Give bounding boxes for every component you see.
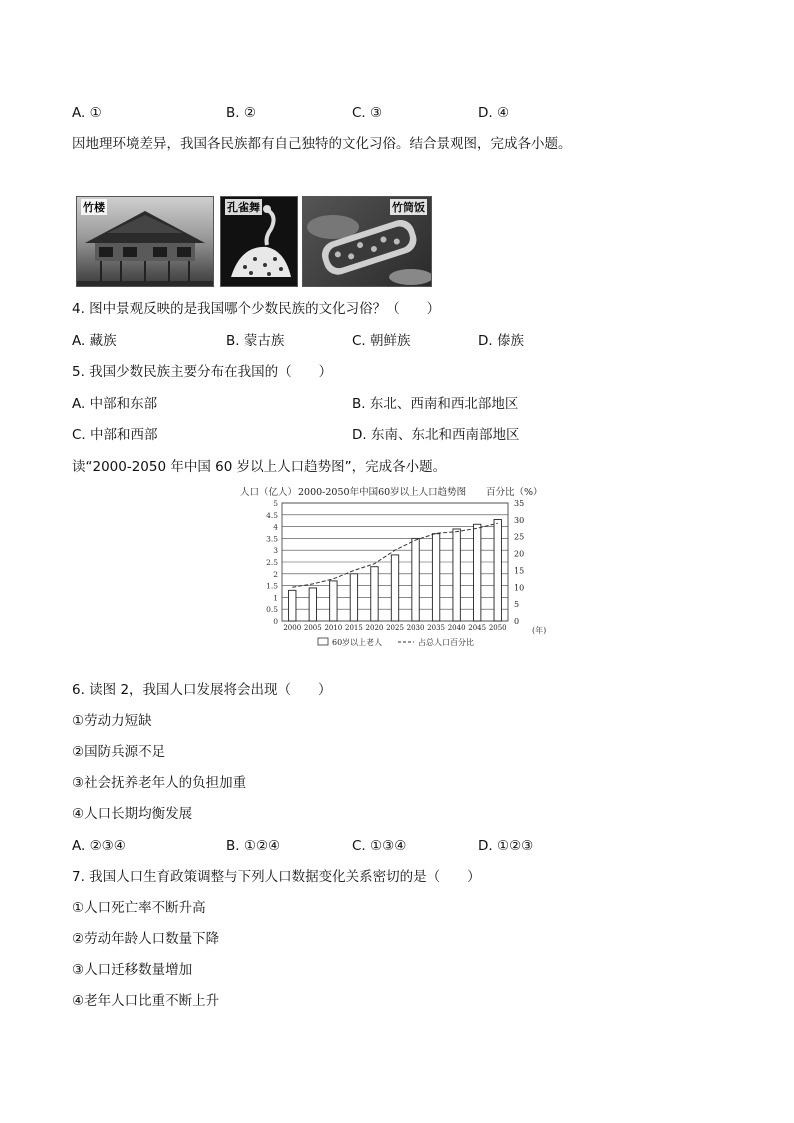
chart-bar bbox=[350, 574, 357, 621]
q4-option-c: C. 朝鲜族 bbox=[352, 333, 411, 349]
chart-x-tick-label: 2020 bbox=[365, 624, 384, 632]
photo-bamboo-rice bbox=[302, 196, 432, 287]
chart-right-tick-label: 0 bbox=[514, 617, 520, 626]
q5-option-b: B. 东北、西南和西北部地区 bbox=[352, 396, 519, 412]
chart-bar bbox=[289, 590, 296, 621]
chart-x-tick-label: 2000 bbox=[283, 624, 302, 632]
chart-ylabel-right: 百分比（%） bbox=[486, 487, 543, 498]
chart-bar bbox=[309, 588, 316, 621]
chart-bar bbox=[432, 534, 439, 621]
photo-label-bamboo-rice: 竹筒饭 bbox=[392, 201, 425, 214]
chart-x-tick-label: 2045 bbox=[468, 624, 487, 632]
chart-bar bbox=[371, 567, 378, 621]
chart-right-tick-label: 15 bbox=[514, 566, 525, 576]
chart-x-tick-label: 2015 bbox=[344, 624, 363, 632]
q6-stem: 6. 读图 2，我国人口发展将会出现（ ） bbox=[72, 682, 332, 698]
chart-right-tick-label: 20 bbox=[514, 549, 525, 559]
chart-left-tick-label: 2 bbox=[273, 569, 278, 579]
q6-option-b: B. ①②④ bbox=[226, 838, 281, 854]
population-trend-chart bbox=[238, 483, 560, 649]
q7-item-2: ②劳动年龄人口数量下降 bbox=[72, 931, 220, 947]
legend-bar-swatch bbox=[318, 638, 328, 645]
chart-bar bbox=[473, 524, 480, 621]
q6-item-4: ④人口长期均衡发展 bbox=[72, 806, 193, 822]
q7-item-4: ④老年人口比重不断上升 bbox=[72, 993, 220, 1009]
culture-intro: 因地理环境差异，我国各民族都有自己独特的文化习俗。结合景观图，完成各小题。 bbox=[72, 136, 572, 152]
q5-stem: 5. 我国少数民族主要分布在我国的（ ） bbox=[72, 364, 333, 380]
chart-x-tick-label: 2040 bbox=[447, 624, 466, 632]
chart-left-tick-label: 0 bbox=[273, 617, 278, 626]
q4-option-d: D. 傣族 bbox=[478, 333, 524, 349]
chart-bar bbox=[412, 538, 419, 621]
chart-x-tick-label: 2050 bbox=[488, 624, 507, 632]
chart-left-tick-label: 2.5 bbox=[266, 558, 278, 567]
chart-bar bbox=[391, 555, 398, 621]
chart-left-tick-label: 1 bbox=[273, 593, 278, 603]
photo-label-peacock-dance: 孔雀舞 bbox=[227, 201, 260, 214]
q7-item-1: ①人口死亡率不断升高 bbox=[72, 900, 206, 916]
chart-left-tick-label: 4.5 bbox=[266, 510, 278, 520]
chart-xlabel: (年) bbox=[532, 626, 547, 635]
q4-option-b: B. 蒙古族 bbox=[226, 333, 285, 349]
chart-left-tick-label: 4 bbox=[273, 522, 278, 532]
chart-svg bbox=[238, 483, 560, 649]
q4-option-a: A. 藏族 bbox=[72, 333, 117, 349]
q7-stem: 7. 我国人口生育政策调整与下列人口数据变化关系密切的是（ ） bbox=[72, 869, 481, 885]
photo-peacock-dance bbox=[220, 196, 298, 287]
legend-bar-label: 60岁以上老人 bbox=[332, 638, 383, 647]
q6-option-c: C. ①③④ bbox=[352, 838, 407, 854]
chart-x-tick-label: 2005 bbox=[303, 624, 322, 632]
chart-bar bbox=[453, 529, 460, 621]
q3-option-b: B. ② bbox=[226, 105, 256, 121]
q3-option-d: D. ④ bbox=[478, 105, 510, 121]
chart-left-tick-label: 5 bbox=[273, 499, 278, 508]
chart-left-tick-label: 3 bbox=[273, 546, 278, 556]
chart-left-tick-label: 1.5 bbox=[266, 581, 278, 591]
q6-option-d: D. ①②③ bbox=[478, 838, 534, 854]
chart-x-tick-label: 2010 bbox=[324, 624, 343, 632]
q3-option-c: C. ③ bbox=[352, 105, 383, 121]
q3-option-a: A. ① bbox=[72, 105, 102, 121]
photo-bamboo-house bbox=[76, 196, 214, 287]
chart-right-tick-label: 30 bbox=[514, 515, 525, 525]
chart-bar bbox=[494, 520, 501, 621]
chart-right-tick-label: 10 bbox=[514, 583, 525, 593]
chart-x-tick-label: 2035 bbox=[427, 624, 446, 632]
chart-bar bbox=[330, 581, 337, 621]
chart-right-tick-label: 25 bbox=[514, 532, 525, 542]
chart-intro: 读“2000-2050 年中国 60 岁以上人口趋势图”，完成各小题。 bbox=[72, 459, 447, 475]
legend-line-label: 占总人口百分比 bbox=[418, 638, 474, 647]
q6-item-2: ②国防兵源不足 bbox=[72, 744, 166, 760]
q7-item-3: ③人口迁移数量增加 bbox=[72, 962, 193, 978]
q5-option-d: D. 东南、东北和西南部地区 bbox=[352, 427, 520, 443]
q6-item-3: ③社会抚养老年人的负担加重 bbox=[72, 775, 247, 791]
chart-left-tick-label: 0.5 bbox=[266, 605, 278, 615]
q4-stem: 4. 图中景观反映的是我国哪个少数民族的文化习俗？（ ） bbox=[72, 301, 441, 317]
photo-label-bamboo-house: 竹楼 bbox=[83, 201, 105, 214]
chart-right-tick-label: 35 bbox=[514, 499, 525, 508]
q5-option-a: A. 中部和东部 bbox=[72, 396, 158, 412]
q5-option-c: C. 中部和西部 bbox=[72, 427, 158, 443]
q6-option-a: A. ②③④ bbox=[72, 838, 126, 854]
chart-x-tick-label: 2030 bbox=[406, 624, 425, 632]
chart-right-tick-label: 5 bbox=[514, 600, 520, 610]
q6-item-1: ①劳动力短缺 bbox=[72, 713, 152, 729]
chart-left-tick-label: 3.5 bbox=[266, 534, 278, 544]
chart-x-tick-label: 2025 bbox=[386, 624, 404, 632]
chart-title: 2000-2050年中国60岁以上人口趋势图 bbox=[298, 487, 467, 498]
chart-ylabel-left: 人口（亿人） bbox=[240, 487, 298, 498]
